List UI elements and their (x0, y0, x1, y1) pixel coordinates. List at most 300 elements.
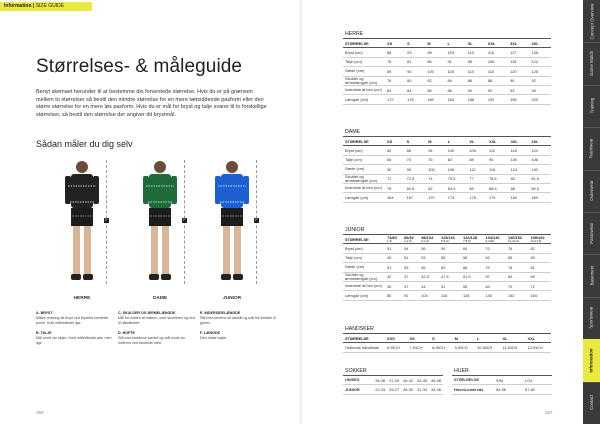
table-cell: 84 (405, 85, 425, 94)
table-cell: L/XL (523, 376, 552, 385)
table-title: HANDSKER (343, 325, 551, 334)
table-header-subcell: 9-10år (485, 239, 495, 244)
table-cell: 125 (530, 67, 551, 76)
table-cell: 6-INCH (385, 343, 408, 352)
table-cell: 86 (466, 76, 486, 85)
row-label-cell: Skulder og ærmelængde (cm) (343, 272, 385, 281)
table-cell: 70 (506, 281, 529, 290)
table-cell: 94 (487, 155, 509, 164)
table-row (343, 281, 551, 290)
table-cell: 64 (483, 281, 506, 290)
table-cell: 84 (446, 76, 466, 85)
table-cell: 173 (446, 193, 468, 202)
row-label-cell: Sæde (cm) (343, 165, 385, 174)
table-cell: 185 (529, 193, 551, 202)
table-cell: 184 (446, 95, 466, 104)
table-cell: 90 (508, 76, 529, 85)
table-cell: 70 (405, 155, 427, 164)
table-cell: 106 (486, 57, 508, 66)
table-cell: 92 (530, 76, 551, 85)
table-cell: 54 (402, 244, 419, 253)
table-cell: 69 (528, 272, 551, 281)
note-text: Stå med fødderne samlet og mål rundt om hofterne ved bredeste sted. (118, 336, 186, 345)
table-cell: S/M (494, 376, 523, 385)
table-header-row (343, 235, 551, 244)
size-table (343, 39, 551, 105)
table-title: SOKKER (343, 367, 443, 376)
notes-col-3 (200, 311, 278, 341)
table-cell: 64 (385, 155, 405, 164)
table-row (343, 174, 551, 183)
table-cell: 30 (385, 281, 402, 290)
table-cell: 88 (509, 183, 530, 192)
table-cell: 81,5 (529, 174, 551, 183)
table-cell: 83,5 (446, 183, 468, 192)
note-title: A. BRYST (36, 311, 53, 315)
table-row (343, 85, 551, 94)
table-cell: 88 (486, 76, 508, 85)
table-cell: 88 (385, 48, 405, 57)
table-cell: 76 (385, 76, 405, 85)
table-cell: 106 (467, 146, 487, 155)
table-cell: 51 (385, 263, 402, 272)
tab-label: Teamwear (589, 138, 595, 159)
table-herre (343, 30, 551, 105)
table-header-subcell: 13-14 år (530, 239, 542, 244)
measure-marker: F (183, 218, 186, 222)
table-header-subcell: 7-8 år (462, 239, 471, 244)
table-cell: 46-48 (429, 376, 443, 385)
table-header-cell: STØRRELSE (343, 235, 385, 244)
figure-label: HERRE (73, 296, 91, 301)
table-cell: 64 (461, 244, 484, 253)
table-cell: 7-INCH (408, 343, 431, 352)
table-cell: 11-INCH (501, 343, 526, 352)
table-header-cell: XL (501, 334, 526, 343)
table-cell: 115 (508, 57, 529, 66)
table-cell: 128 (461, 291, 484, 300)
table-cell: 34-36 (429, 385, 443, 394)
table-cell: 100 (446, 146, 468, 155)
table-cell: 80 (509, 174, 530, 183)
table-header-cell: L (446, 39, 466, 48)
table-header-cell: XS (385, 137, 405, 146)
table-cell: 89,5 (529, 183, 551, 192)
table-cell: 70 (483, 263, 506, 272)
table-cell: 92 (402, 291, 419, 300)
table-cell: 37-39 (387, 376, 401, 385)
table-cell: 176 (405, 95, 425, 104)
table-row (343, 343, 551, 352)
table-cell: 86 (446, 85, 466, 94)
table-header-cell: STØRRELSE (343, 334, 385, 343)
tab-basement[interactable] (583, 254, 600, 297)
table-cell: 180 (425, 95, 445, 104)
table-cell: 98 (466, 57, 486, 66)
row-label-cell: Talje (cm) (343, 253, 385, 262)
table-header-row (343, 334, 551, 343)
table-header-cell: STØRRELSE (343, 39, 385, 48)
table-header-cell: XXL (526, 334, 551, 343)
measure-marker: F (105, 218, 108, 222)
table-header-cell: XXL (487, 137, 509, 146)
table-header-cell: STØRRELSE (343, 137, 385, 146)
table-cell: 103 (446, 48, 466, 57)
table-sokker (343, 367, 443, 395)
tab-contact[interactable] (583, 382, 600, 424)
table-header-cell: 98/104 3-4 år (419, 235, 439, 244)
table-header-row (343, 39, 551, 48)
table-cell: 40-42 (401, 376, 415, 385)
note-text: Måles omkring dit bryst ved brystets bredeste punkt. Hold målebåndet lige. (36, 316, 109, 325)
table-cell: 71 (528, 281, 551, 290)
table-cell: 37 (402, 281, 419, 290)
table-cell: 65 (506, 253, 529, 262)
model-silhouette (140, 158, 180, 288)
table-cell: 192 (486, 95, 508, 104)
table-huer (452, 367, 552, 395)
table-header-subcell: 3-4 år (421, 239, 430, 244)
table-cell: 118 (487, 165, 509, 174)
tab-label: Concept Overview (589, 3, 594, 40)
table-cell: 28-30 (401, 385, 415, 394)
table-cell: 63 (506, 272, 529, 281)
table-cell: 95 (405, 165, 427, 174)
intro-text: Benyt skemaet herunder til at bestemme din forventede størrelse. Hvis du er på grænsen mellem to størrelser så bestil den mindre størrelse for en mere tætsiddende pasform eller den større størrelse for en mere løs pasform. Hvis du er mål for bryst og talje svarer til to forskellige størrelser, så bestil den størrelse der angiver dit brystmål. (36, 89, 267, 118)
table-cell: 53 (419, 253, 439, 262)
row-label-cell: Inderside af ben (cm) (343, 281, 385, 290)
table-title: HUER (452, 367, 552, 376)
size-table (343, 376, 443, 395)
table-cell: 31-33 (415, 385, 429, 394)
table-title: HERRE (343, 30, 551, 39)
table-header-cell: 3XL (509, 137, 530, 146)
table-cell: 58 (461, 281, 484, 290)
table-dame (343, 128, 551, 203)
table-cell: 54-56 (494, 385, 523, 394)
tab-teamwear[interactable] (583, 127, 600, 170)
table-header-cell: 158/164 13-14 år (528, 235, 551, 244)
table-row (343, 57, 551, 66)
table-cell: 93 (508, 85, 529, 94)
table-cell: 80,5 (405, 183, 427, 192)
table-cell: 176 (467, 193, 487, 202)
table-row (343, 165, 551, 174)
model-silhouette (212, 158, 252, 288)
measure-marker: F (255, 218, 258, 222)
note-text: Mål fra midten af nakken, over skulderen og ned til håndleddet. (118, 316, 195, 325)
table-cell: 124 (509, 165, 530, 174)
table-header-cell: XL (467, 137, 487, 146)
table-cell: 95 (530, 85, 551, 94)
table-cell: 124 (529, 146, 551, 155)
table-cell: 44 (419, 281, 439, 290)
tab-outerwear[interactable] (583, 170, 600, 213)
table-cell: 51 (402, 253, 419, 262)
table-row (343, 253, 551, 262)
table-cell: 34-36 (373, 376, 387, 385)
tab-game-match[interactable] (583, 42, 600, 85)
table-cell: 25-27 (387, 385, 401, 394)
table-cell: 8-INCH (430, 343, 453, 352)
tab-information[interactable] (583, 339, 600, 382)
table-cell: 56 (419, 244, 439, 253)
figure-label: JUNIOR (222, 296, 242, 301)
howto-heading: Sådan måler du dig selv (36, 139, 133, 149)
table-cell: 76 (385, 57, 405, 66)
page-number-left: 256 (36, 410, 44, 415)
table-title: DAME (343, 128, 551, 137)
table-cell: 92 (486, 85, 508, 94)
table-cell: 90 (385, 165, 405, 174)
note-title: D. HOFTE (118, 331, 135, 335)
row-label-cell: Skulder og ærmelængde (cm) (343, 76, 385, 85)
table-cell: 76 (506, 263, 529, 272)
table-row (343, 376, 443, 385)
notes-col-1 (36, 311, 114, 346)
table-cell: 164 (528, 291, 551, 300)
table-header-cell: 122/128 7-8 år (461, 235, 484, 244)
table-cell: 77 (467, 174, 487, 183)
note-title: E. INDERSIDELÆNGDE (200, 311, 241, 315)
table-cell: 57 (483, 272, 506, 281)
table-header-row (343, 137, 551, 146)
table-cell: 110 (466, 48, 486, 57)
table-cell: 10-INCH (475, 343, 500, 352)
table-header-cell: XL (466, 39, 486, 48)
section-tag-label: Information (4, 3, 32, 9)
page-title: Størrelses- & måleguide (36, 56, 243, 77)
tab-label: Training (588, 98, 594, 114)
table-cell: 106 (529, 155, 551, 164)
table-cell: 83 (385, 85, 405, 94)
note-text: Stå med benene let adskilt og mål fra skridtet til gulvet. (200, 316, 276, 325)
table-cell: 100 (425, 67, 445, 76)
table-cell: 95 (405, 67, 425, 76)
table-cell: 93 (405, 48, 425, 57)
model-figure-dame (140, 158, 180, 293)
table-cell: 81 (405, 57, 425, 66)
table-row (343, 385, 443, 394)
page-number-right: 257 (545, 410, 553, 415)
table-cell: 75,5 (446, 174, 468, 183)
model-figure-junior (212, 158, 252, 293)
table-cell: 100 (426, 165, 446, 174)
row-label-cell: Omkreds håndflade (343, 343, 385, 352)
row-label-cell: STØR-RELSE (452, 376, 494, 385)
table-cell: 37 (402, 272, 419, 281)
tab-pastoweat[interactable] (583, 212, 600, 255)
table-header-cell: 86/92 1-2 år (402, 235, 419, 244)
table-header-cell: L (475, 334, 500, 343)
table-cell: 57-60 (523, 385, 552, 394)
table-cell: 179 (487, 193, 509, 202)
row-label-cell: Sæde (cm) (343, 263, 385, 272)
table-cell: 118 (486, 48, 508, 57)
row-label-cell: Inderside af ben (cm) (343, 183, 385, 192)
size-table (452, 376, 552, 395)
table-row (343, 244, 551, 253)
table-cell: 70 (483, 244, 506, 253)
table-cell: 90 (466, 85, 486, 94)
table-cell: 182 (509, 193, 530, 202)
row-label-cell: Længde (cm) (343, 193, 385, 202)
table-cell: 32 (385, 272, 402, 281)
table-header-cell: XXL (486, 39, 508, 48)
table-header-cell: XS (408, 334, 431, 343)
table-header-subcell: 5-6 år (441, 239, 449, 244)
table-cell: 42,5 (419, 272, 439, 281)
table-cell: 200 (530, 95, 551, 104)
tab-label: Sportswear (589, 306, 594, 330)
table-cell: 82 (426, 183, 446, 192)
tab-training[interactable] (583, 85, 600, 128)
table-cell: 53 (402, 263, 419, 272)
table-cell: 43-45 (415, 376, 429, 385)
table-header-cell: S (405, 137, 427, 146)
size-table (343, 334, 551, 353)
table-cell: 74 (426, 174, 446, 183)
tab-concept-overview[interactable] (583, 0, 600, 43)
table-cell: 81 (528, 263, 551, 272)
section-tabs (583, 0, 600, 424)
table-header-cell: S (405, 39, 425, 48)
table-cell: 172 (385, 95, 405, 104)
table-cell: 80 (405, 76, 425, 85)
table-cell: 167 (405, 193, 427, 202)
section-tag: Information | SIZE GUIDE (0, 2, 92, 11)
table-header-subcell: 1-2 år (404, 239, 412, 244)
table-row (343, 291, 551, 300)
table-cell: 62 (439, 263, 461, 272)
table-cell: 118 (509, 146, 530, 155)
table-title: JUNIOR (343, 226, 551, 235)
row-label-cell: Inderside af ben (cm) (343, 85, 385, 94)
table-row (343, 263, 551, 272)
row-label-cell: Sæde (cm) (343, 67, 385, 76)
table-header-cell: 3XL (508, 39, 529, 48)
tab-label: Pastoweat (589, 222, 595, 244)
table-cell: 124 (530, 57, 551, 66)
table-row (343, 48, 551, 57)
table-header-subcell: 11-12 år (507, 239, 519, 244)
row-label-cell: JUNIOR (343, 385, 373, 394)
table-cell: 86 (425, 57, 445, 66)
table-cell: 76 (426, 155, 446, 164)
table-cell: 116 (439, 291, 461, 300)
section-tag-sub: SIZE GUIDE (35, 3, 65, 9)
tab-sportswear[interactable] (583, 297, 600, 340)
table-row (452, 376, 552, 385)
row-label-cell: Skulder og ærmelængde (cm) (343, 174, 385, 183)
table-cell: 82 (528, 244, 551, 253)
table-cell: 85 (467, 183, 487, 192)
row-label-cell: Bryst (cm) (343, 146, 385, 155)
table-cell: 49 (385, 253, 402, 262)
row-label-cell: Bryst (cm) (343, 48, 385, 57)
tab-label: Information (589, 348, 594, 373)
table-header-cell: XS (385, 39, 405, 48)
model-silhouette (62, 158, 102, 288)
tab-label: Basement (589, 265, 594, 286)
page-gutter (300, 0, 302, 424)
figure-label: DAME (152, 296, 168, 301)
table-cell: 91 (446, 57, 466, 66)
table-row (343, 193, 551, 202)
table-row (343, 272, 551, 281)
table-cell: 170 (426, 193, 446, 202)
table-cell: 51,5 (461, 272, 484, 281)
table-header-cell: 4XL (530, 39, 551, 48)
note-text: Den totale højde. (200, 336, 228, 340)
table-cell: 115 (486, 67, 508, 76)
size-table (343, 235, 551, 301)
table-cell: 100 (509, 155, 530, 164)
note-title: F. LÆNGDE (200, 331, 220, 335)
table-header-cell: M (453, 334, 476, 343)
table-cell: 130 (529, 165, 551, 174)
notes-col-2 (118, 311, 196, 346)
table-cell: 66 (461, 263, 484, 272)
table-cell: 12-INCH (526, 343, 551, 352)
table-cell: 105 (446, 67, 466, 76)
table-cell: 82 (425, 76, 445, 85)
table-cell: 72,5 (405, 174, 427, 183)
table-cell: 140 (483, 291, 506, 300)
table-cell: 88 (405, 146, 427, 155)
table-header-cell: L (446, 137, 468, 146)
table-cell: 164 (385, 193, 405, 202)
table-header-cell: 4XL (529, 137, 551, 146)
table-cell: 106 (446, 165, 468, 174)
tab-label: Game Match (589, 51, 595, 77)
table-header-cell: 74/80 1 år (385, 235, 402, 244)
table-cell: 82 (385, 146, 405, 155)
table-cell: 80 (385, 291, 402, 300)
table-cell: 51 (385, 244, 402, 253)
table-header-cell: S (430, 334, 453, 343)
table-cell: 71 (385, 174, 405, 183)
row-label-cell: Talje (cm) (343, 57, 385, 66)
table-cell: 98 (425, 48, 445, 57)
table-cell: 89 (385, 67, 405, 76)
table-cell: 58 (461, 253, 484, 262)
table-cell: 9-INCH (453, 343, 476, 352)
table-cell: 112 (487, 146, 509, 155)
table-cell: 51 (439, 281, 461, 290)
table-cell: 85 (425, 85, 445, 94)
table-header-cell: 110/116 5-6 år (439, 235, 461, 244)
table-header-cell: M (425, 39, 445, 48)
table-cell: 94 (426, 146, 446, 155)
table-header-cell: XXS (385, 334, 408, 343)
table-cell: 55 (419, 263, 439, 272)
size-table (343, 137, 551, 203)
table-cell: 112 (467, 165, 487, 174)
table-row (343, 76, 551, 85)
table-header-subcell: 1 år (387, 239, 393, 244)
table-row (343, 95, 551, 104)
tab-label: Outerwear (589, 180, 594, 202)
table-cell: 76 (506, 244, 529, 253)
table-cell: 188 (466, 95, 486, 104)
row-label-cell: Længde (cm) (343, 95, 385, 104)
table-cell: 69 (528, 253, 551, 262)
table-cell: 62 (483, 253, 506, 262)
table-cell: 152 (506, 291, 529, 300)
table-cell: 55 (439, 253, 461, 262)
table-cell: 196 (508, 95, 529, 104)
